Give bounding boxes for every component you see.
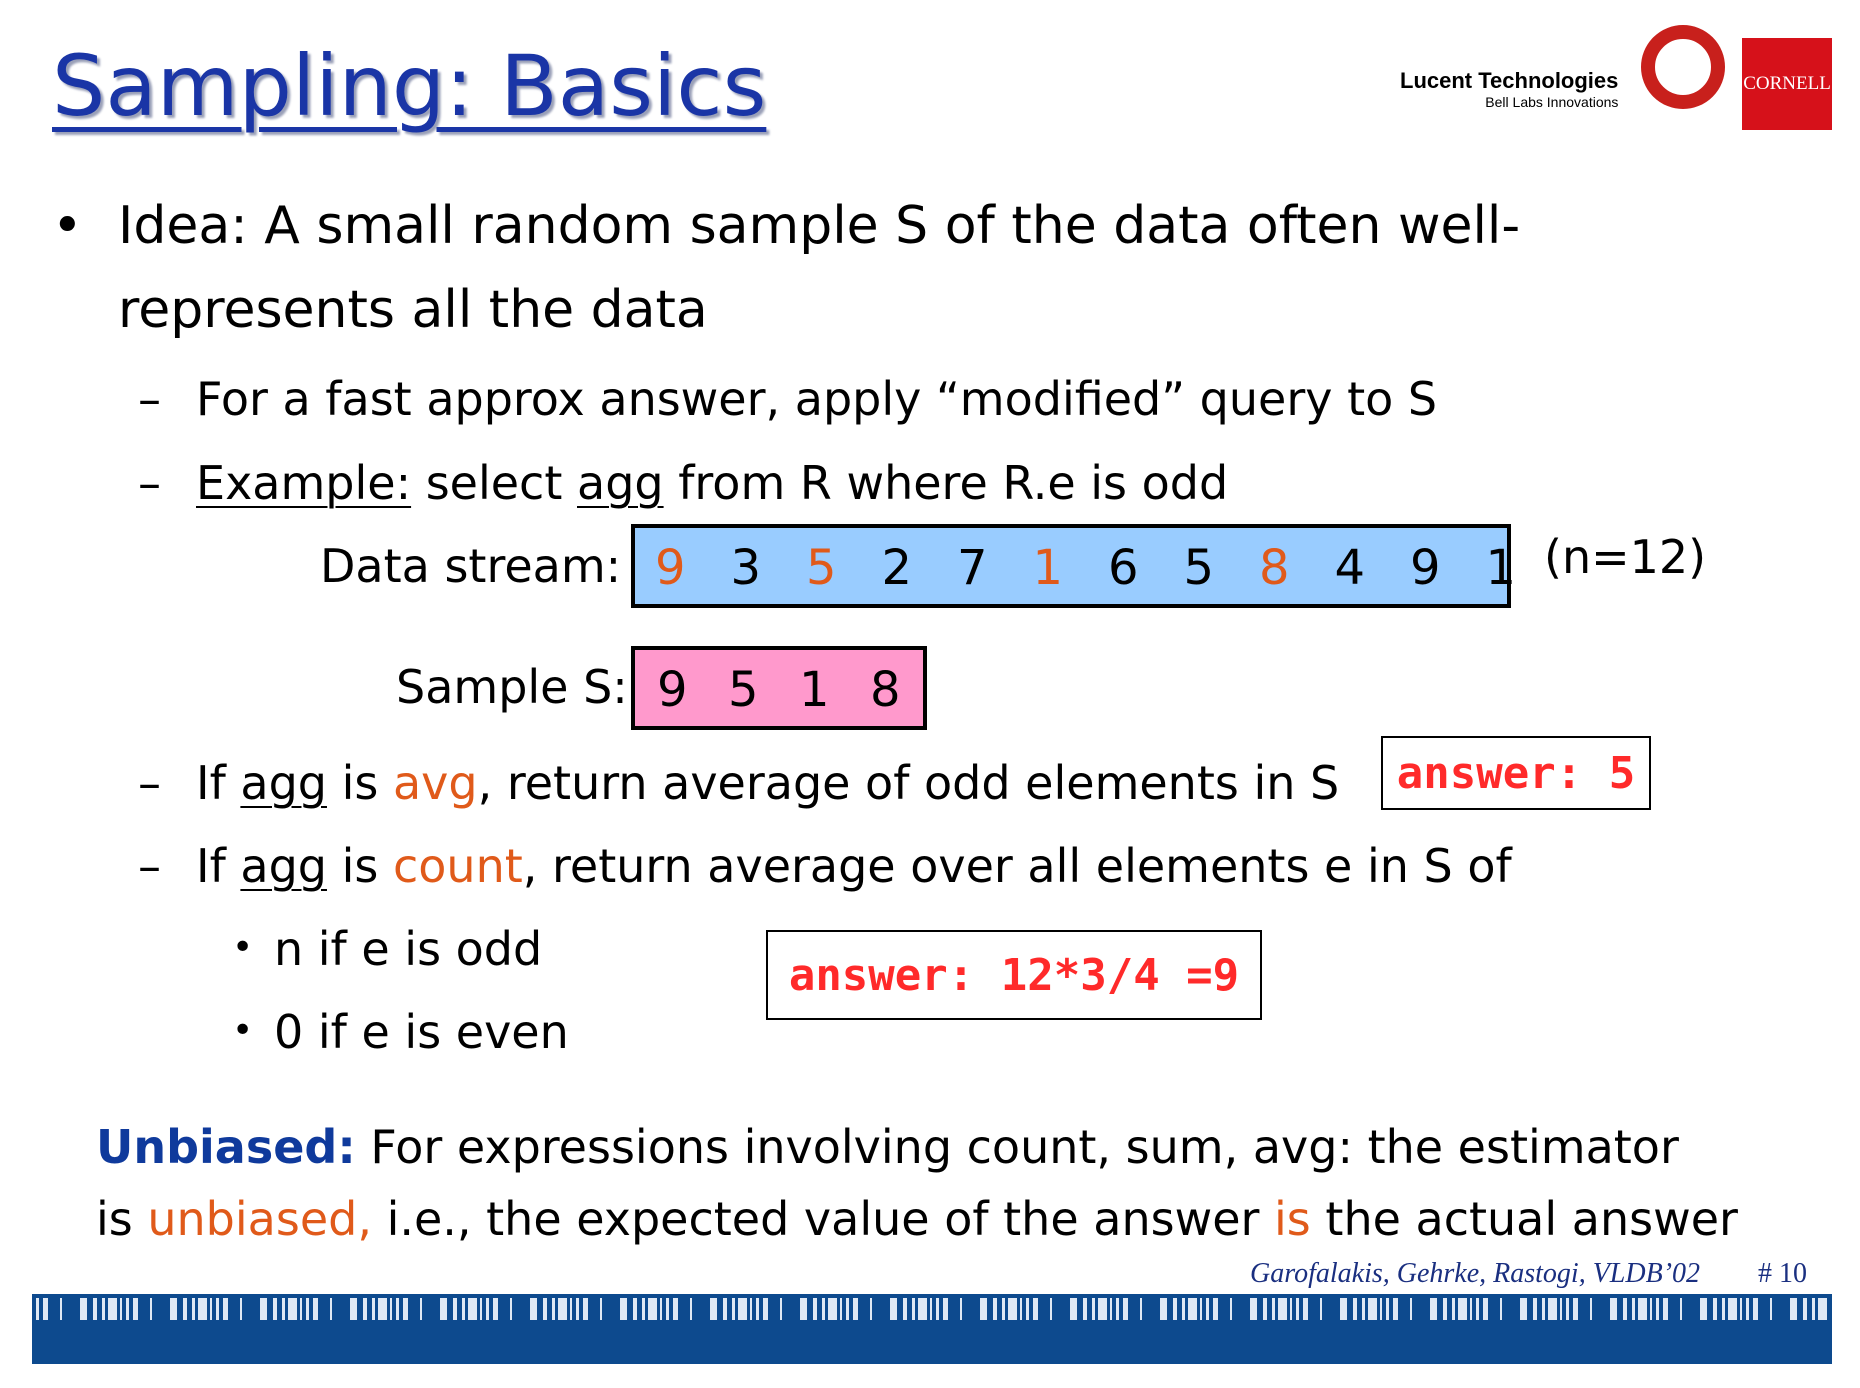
- lucent-tagline: Bell Labs Innovations: [1485, 94, 1619, 110]
- data-stream-box: [631, 524, 1517, 608]
- sample-value: 1: [799, 662, 830, 718]
- avg-func: avg: [392, 756, 478, 810]
- count-answer-box: answer: 12*3/4 =9: [766, 930, 1262, 1020]
- lucent-ring-icon: [1638, 22, 1728, 112]
- unbiased-line-2: [96, 1192, 1738, 1246]
- stream-value: 4: [1334, 540, 1366, 596]
- stream-value: 3: [730, 540, 762, 596]
- stream-value: 5: [1183, 540, 1215, 596]
- stream-value: 5: [806, 540, 837, 596]
- lucent-name: Lucent Technologies: [1400, 68, 1619, 93]
- unbiased-is: is: [1274, 1192, 1311, 1246]
- unbiased-2b: i.e., the expected value of the answer: [371, 1192, 1275, 1246]
- sample-value: 8: [870, 662, 901, 718]
- bullet-marker: •: [52, 196, 83, 256]
- lucent-logo: [1400, 68, 1618, 110]
- stream-value: 6: [1108, 540, 1139, 596]
- avg-line: [196, 756, 1340, 810]
- stream-value: 7: [957, 540, 988, 596]
- slide-number: # 10: [1758, 1258, 1807, 1289]
- example-agg: agg: [577, 456, 664, 510]
- example-label: Example:: [196, 456, 412, 510]
- dash-marker: –: [138, 839, 161, 893]
- count-is: is: [326, 839, 393, 893]
- count-agg: agg: [240, 839, 327, 893]
- avg-rest: , return average of odd elements in S: [477, 756, 1340, 810]
- stream-value: 2: [881, 540, 913, 596]
- barcode-stripes-decoration: [32, 1294, 1832, 1334]
- stream-value: 1: [1485, 540, 1517, 596]
- dash-marker: –: [138, 456, 161, 510]
- stream-label: Data stream:: [320, 539, 622, 593]
- stream-value: 9: [1410, 540, 1441, 596]
- example-text-b: from R where R.e is odd: [663, 456, 1229, 510]
- sample-value: 9: [657, 662, 688, 718]
- sample-value: 5: [728, 662, 759, 718]
- stream-n-note: (n=12): [1544, 530, 1707, 584]
- count-if: If: [196, 839, 241, 893]
- count-sub-odd: n if e is odd: [274, 922, 543, 976]
- unbiased-word: unbiased,: [147, 1192, 372, 1246]
- stream-value: 1: [1032, 540, 1064, 596]
- slide-title: Sampling: Basics: [52, 37, 767, 135]
- cornell-logo: CORNELL: [1742, 38, 1832, 130]
- idea-line-2: represents all the data: [118, 280, 708, 340]
- sub-bullet-marker: •: [232, 927, 254, 968]
- count-sub-even: 0 if e is even: [274, 1005, 569, 1059]
- dash-marker: –: [138, 756, 161, 810]
- dash-marker: –: [138, 372, 161, 426]
- avg-if: If: [196, 756, 241, 810]
- avg-answer-box: answer: 5: [1381, 736, 1651, 810]
- idea-line-1: Idea: A small random sample S of the data often well-: [118, 196, 1521, 256]
- unbiased-2a: is: [96, 1192, 148, 1246]
- unbiased-label: Unbiased:: [96, 1120, 356, 1174]
- unbiased-line-1: [96, 1120, 1679, 1174]
- unbiased-line-1-text: For expressions involving count, sum, avg: the estimator: [355, 1120, 1679, 1174]
- count-rest: , return average over all elements e in S of: [522, 839, 1512, 893]
- stream-value: 8: [1259, 540, 1290, 596]
- avg-agg: agg: [240, 756, 327, 810]
- count-line: [196, 839, 1512, 893]
- sample-box: [631, 646, 927, 730]
- sub-bullet-marker: •: [232, 1010, 254, 1051]
- footer-citation: Garofalakis, Gehrke, Rastogi, VLDB’02: [1250, 1258, 1701, 1289]
- example-text-a: select: [411, 456, 577, 510]
- unbiased-2c: the actual answer: [1310, 1192, 1738, 1246]
- example-line: [196, 456, 1229, 510]
- stream-value: 9: [655, 540, 686, 596]
- count-func: count: [392, 839, 523, 893]
- fast-approx-line: For a fast approx answer, apply “modified” query to S: [196, 372, 1438, 426]
- avg-is: is: [326, 756, 393, 810]
- sample-label: Sample S:: [396, 660, 628, 714]
